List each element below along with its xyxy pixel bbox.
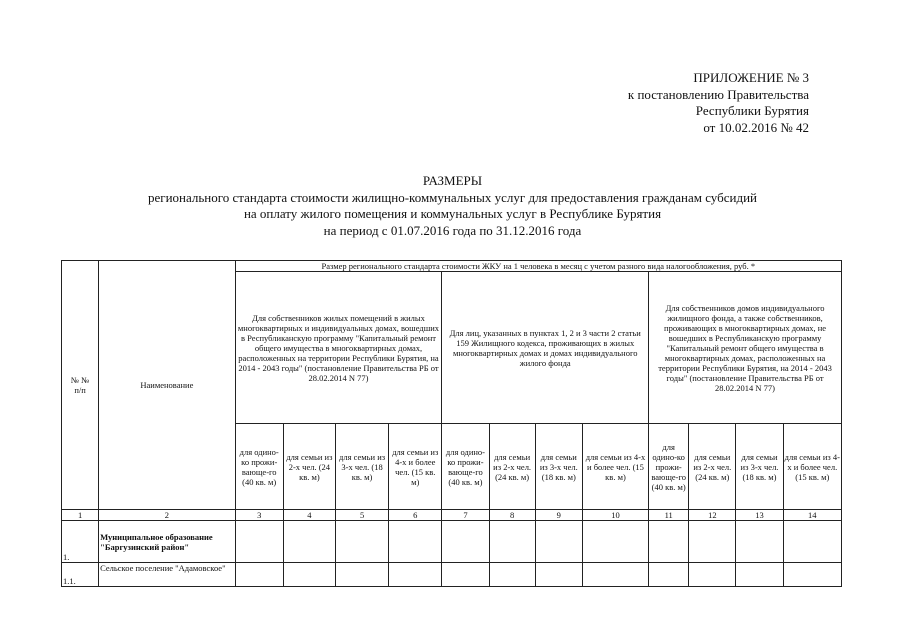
subheader-cell: для семьи из 2-х чел. (24 кв. м) <box>489 424 535 510</box>
column-number: 8 <box>489 510 535 521</box>
value-cell <box>235 563 283 587</box>
column-number: 13 <box>736 510 783 521</box>
subheader-cell: для семьи из 4-х и более чел. (15 кв. м) <box>783 424 841 510</box>
subheader-cell: для одино-ко прожи-вающе-го (40 кв. м) <box>649 424 689 510</box>
value-cell <box>783 563 841 587</box>
value-cell <box>283 563 335 587</box>
value-cell <box>689 521 736 563</box>
column-number: 14 <box>783 510 841 521</box>
header-super: Размер регионального стандарта стоимости ЖКУ на 1 человека в месяц с учетом разного вида налогообложения, руб. * <box>235 261 841 272</box>
table-row <box>62 563 842 587</box>
appendix-line: ПРИЛОЖЕНИЕ № 3 <box>693 70 809 85</box>
value-cell <box>389 521 442 563</box>
row-number: 1.1. <box>62 563 99 587</box>
column-number: 1 <box>62 510 99 521</box>
subheader-cell: для семьи из 3-х чел. (18 кв. м) <box>736 424 783 510</box>
subheader-cell: для семьи из 2-х чел. (24 кв. м) <box>283 424 335 510</box>
column-number: 4 <box>283 510 335 521</box>
value-cell <box>389 563 442 587</box>
subheader-cell: для семьи из 2-х чел. (24 кв. м) <box>689 424 736 510</box>
title-line: на оплату жилого помещения и коммунальных услуг в Республике Бурятия <box>243 206 662 221</box>
value-cell <box>649 563 689 587</box>
appendix-line: от 10.02.2016 № 42 <box>703 119 809 135</box>
header-number: № № п/п <box>62 261 99 510</box>
header-group-2: Для лиц, указанных в пунктах 1, 2 и 3 части 2 статьи 159 Жилищного кодекса, проживающих в жилых многоквартирных домах и домах индивидуального жилого фонда <box>442 272 649 424</box>
column-number: 12 <box>689 510 736 521</box>
subheader-cell: для семьи из 3-х чел. (18 кв. м) <box>535 424 582 510</box>
column-number: 2 <box>99 510 236 521</box>
title-line: на период с 01.07.2016 года по 31.12.2016 года <box>323 222 582 238</box>
value-cell <box>736 521 783 563</box>
row-name: Сельское поселение "Адамовское" <box>99 563 236 587</box>
header-group-1: Для собственников жилых помещений в жилых многоквартирных и индивидуальных домах, вошедших в Республиканскую программу "Капитальный ремонт общего имущества в многоквартирных домах, расположенных на территории Республики Бурятия, на 2014 - 2043 годы" (постановление Правительства РБ от 28.02.2014 N 77) <box>235 272 442 424</box>
column-number: 3 <box>235 510 283 521</box>
value-cell <box>489 563 535 587</box>
value-cell <box>582 521 648 563</box>
subheader-cell: для одино-ко прожи-вающе-го (40 кв. м) <box>442 424 489 510</box>
subheader-cell: для семьи из 3-х чел. (18 кв. м) <box>335 424 388 510</box>
row-name: Муниципальное образование "Баргузинский район" <box>99 521 236 563</box>
column-number: 6 <box>389 510 442 521</box>
column-number: 10 <box>582 510 648 521</box>
value-cell <box>736 563 783 587</box>
title-heading: РАЗМЕРЫ <box>422 173 483 188</box>
title-line: регионального стандарта стоимости жилищно-коммунальных услуг для предоставления гражданам субсидий <box>147 189 757 205</box>
column-number: 11 <box>649 510 689 521</box>
table-row <box>62 521 842 563</box>
subheader-cell: для семьи из 4-х и более чел. (15 кв. м) <box>582 424 648 510</box>
value-cell <box>442 563 489 587</box>
column-number: 9 <box>535 510 582 521</box>
rates-table <box>61 260 842 587</box>
value-cell <box>335 521 388 563</box>
value-cell <box>489 521 535 563</box>
value-cell <box>535 563 582 587</box>
value-cell <box>582 563 648 587</box>
column-number-row <box>62 510 842 521</box>
header-name: Наименование <box>99 261 236 510</box>
column-number: 5 <box>335 510 388 521</box>
document-title <box>0 173 905 239</box>
value-cell <box>442 521 489 563</box>
value-cell <box>335 563 388 587</box>
header-group-3: Для собственников домов индивидуального жилищного фонда, а также собственников, проживающих в многоквартирных домах, не вошедших в Республиканскую программу "Капитальный ремонт общего имущества в многоквартирных домах, расположенных на территории Республики Бурятия, на 2014 - 2043 годы" (постановление Правительства РБ от 28.02.2014 N 77) <box>649 272 842 424</box>
column-number: 7 <box>442 510 489 521</box>
appendix-line: к постановлению Правительства <box>627 86 809 102</box>
subheader-cell: для семьи из 4-х и более чел. (15 кв. м) <box>389 424 442 510</box>
value-cell <box>283 521 335 563</box>
appendix-line: Республики Бурятия <box>695 103 809 118</box>
value-cell <box>689 563 736 587</box>
value-cell <box>649 521 689 563</box>
subheader-cell: для одино-ко прожи-вающе-го (40 кв. м) <box>235 424 283 510</box>
value-cell <box>235 521 283 563</box>
value-cell <box>783 521 841 563</box>
value-cell <box>535 521 582 563</box>
appendix-header <box>628 70 809 136</box>
row-number: 1. <box>62 521 99 563</box>
